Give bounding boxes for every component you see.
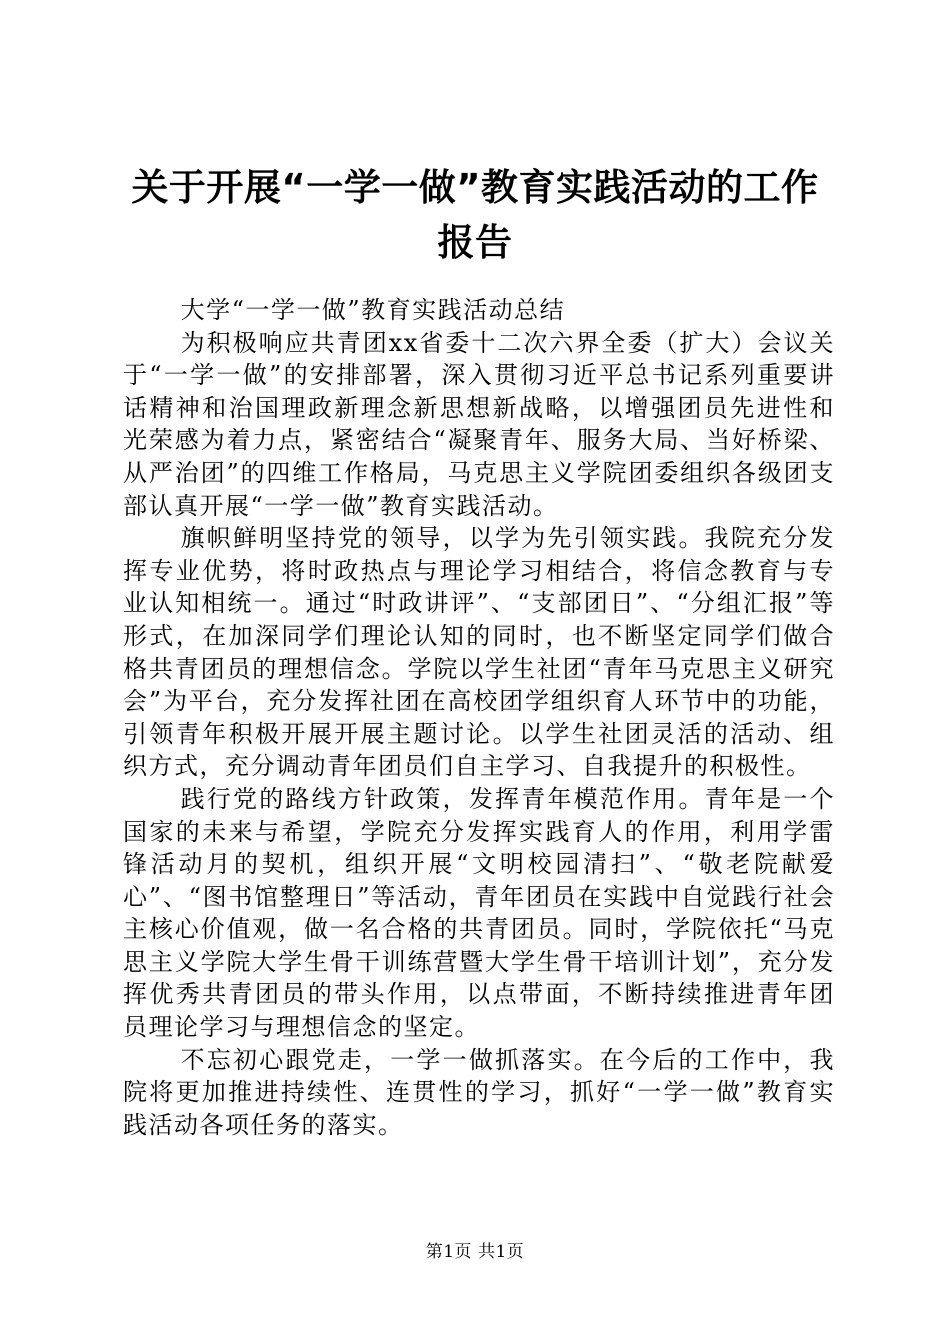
document-title: 关于开展“一学一做”教育实践活动的工作报告 bbox=[131, 166, 819, 264]
paragraph-leadership: 旗帜鲜明坚持党的领导，以学为先引领实践。我院充分发挥专业优势，将时政热点与理论学习相结合，将信念教育与专业认知相统一。通过“时政讲评”、“支部团日”、“分组汇报”等形式，在加深同学们理论认知的同时，也不断坚定同学们做合格共青团员的理想信念。学院以学生社团“青年马克思主义研究会”为平台，充分发挥社团在高校团学组织育人环节中的功能，引领青年积极开展开展主题讨论。以学生社团灵活的活动、组织方式，充分调动青年团员们自主学习、自我提升的积极性。 bbox=[123, 524, 835, 781]
paragraph-subtitle: 大学“一学一做”教育实践活动总结 bbox=[180, 296, 566, 324]
document-body bbox=[123, 294, 835, 1141]
page-number-footer: 第1页 共1页 bbox=[425, 1242, 525, 1262]
paragraph-intro: 为积极响应共青团xx省委十二次六界全委（扩大）会议关于“一学一做”的安排部署，深入贯彻习近平总书记系列重要讲话精神和治国理政新理念新思想新战略，以增强团员先进性和光荣感为着力点，紧密结合“凝聚青年、服务大局、当好桥梁、从严治团”的四维工作格局，马克思主义学院团委组织各级团支部认真开展“一学一做”教育实践活动。 bbox=[123, 328, 835, 520]
paragraph-conclusion: 不忘初心跟党走，一学一做抓落实。在今后的工作中，我院将更加推进持续性、连贯性的学习，抓好“一学一做”教育实践活动各项任务的落实。 bbox=[123, 1045, 835, 1139]
paragraph-practice: 践行党的路线方针政策，发挥青年模范作用。青年是一个国家的未来与希望，学院充分发挥实践育人的作用，利用学雷锋活动月的契机，组织开展“文明校园清扫”、“敬老院献爱心”、“图书馆整理日”等活动，青年团员在实践中自觉践行社会主核心价值观，做一名合格的共青团员。同时，学院依托“马克思主义学院大学生骨干训练营暨大学生骨干培训计划”，充分发挥优秀共青团员的带头作用，以点带面，不断持续推进青年团员理论学习与理想信念的坚定。 bbox=[123, 784, 835, 1042]
